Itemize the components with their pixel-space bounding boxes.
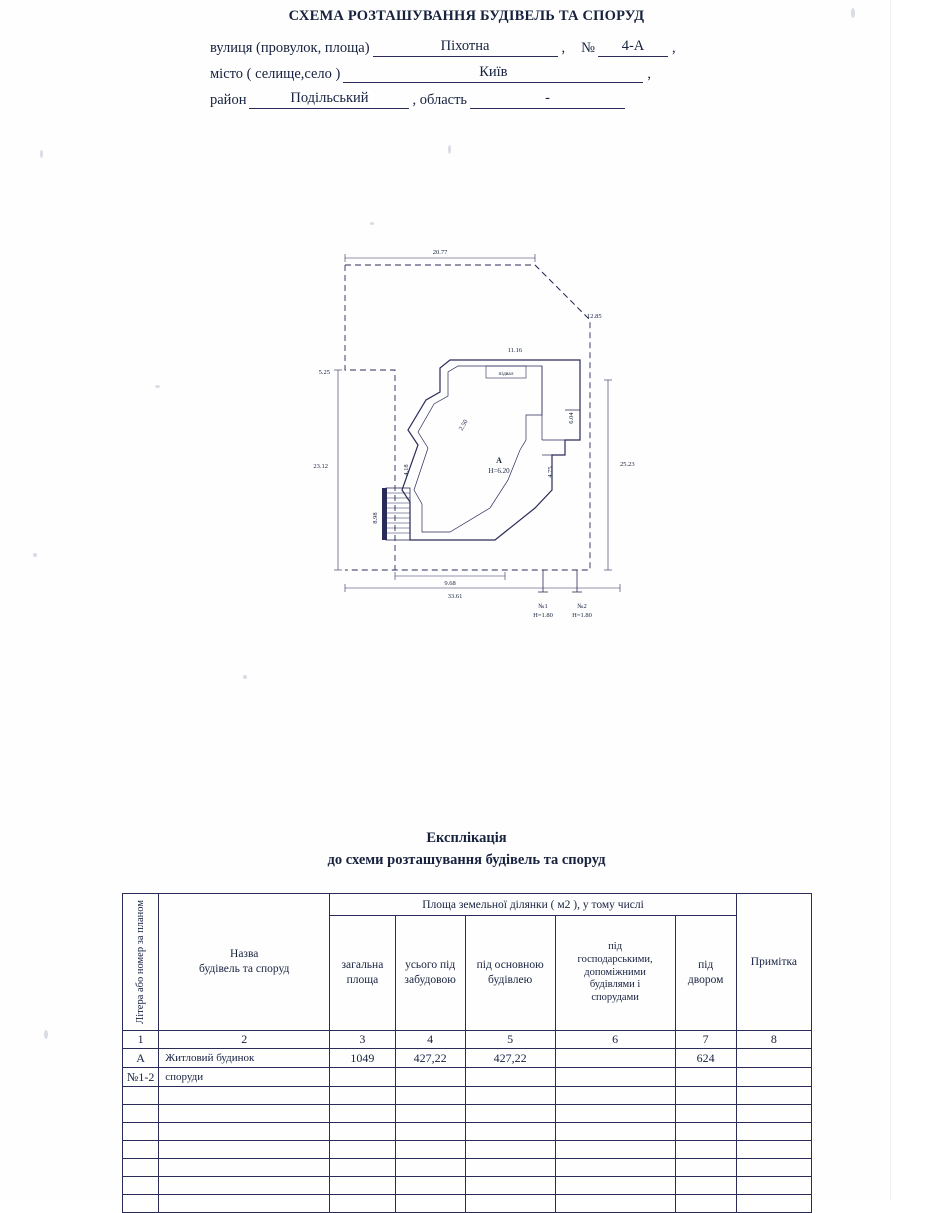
cell-built-area	[395, 1105, 465, 1123]
cell-name	[159, 1159, 330, 1177]
structure-1-height: Н=1.80	[533, 612, 553, 619]
header-col1	[123, 894, 159, 1031]
region-value[interactable]: -	[470, 90, 625, 109]
cell-main-building-area: 427,22	[465, 1049, 555, 1068]
exposition-title-2: до схеми розташування будівель та споруд	[327, 851, 606, 868]
dim-right-upper: 12.85	[587, 313, 602, 320]
cell-letter	[123, 1141, 159, 1159]
header-col6-line4: будівлями і	[589, 979, 641, 991]
header-col5-line1: під основною	[476, 959, 544, 972]
cell-total-area	[330, 1087, 396, 1105]
cell-letter: №1-2	[123, 1068, 159, 1087]
header-col2-line2: будівель та споруд	[198, 963, 290, 975]
cell-yard-area	[675, 1068, 736, 1087]
cell-name	[159, 1141, 330, 1159]
header-group-area: Площа земельної ділянки ( м2 ), у тому числі	[330, 894, 737, 916]
cell-letter: А	[123, 1049, 159, 1068]
header-col3	[330, 916, 396, 1031]
cell-note	[736, 1195, 811, 1213]
cell-yard-area	[675, 1177, 736, 1195]
cell-aux-area	[555, 1068, 675, 1087]
numcell-1: 1	[123, 1031, 159, 1049]
cell-main-building-area	[465, 1087, 555, 1105]
header-col6	[555, 916, 675, 1031]
scan-speck	[448, 145, 451, 154]
cell-letter	[123, 1177, 159, 1195]
region-label: , область	[412, 92, 468, 108]
address-row-city	[210, 64, 770, 83]
numcell-2: 2	[159, 1031, 330, 1049]
exposition-table-wrap	[122, 893, 812, 1213]
cell-built-area	[395, 1087, 465, 1105]
cell-yard-area	[675, 1195, 736, 1213]
table-header-group-row	[123, 894, 812, 916]
building-letter: А	[496, 456, 502, 465]
numcell-8: 8	[736, 1031, 811, 1049]
cell-yard-area	[675, 1105, 736, 1123]
cell-note	[736, 1105, 811, 1123]
city-value[interactable]: Київ	[343, 64, 643, 83]
cell-built-area	[395, 1159, 465, 1177]
header-col1-label: Літера або номер за планом	[135, 900, 147, 1024]
cell-note	[736, 1087, 811, 1105]
cell-built-area	[395, 1195, 465, 1213]
header-col8: Примітка	[736, 894, 811, 1031]
scan-speck	[370, 222, 374, 225]
dim-top: 20.77	[432, 249, 448, 256]
number-comma: ,	[672, 40, 676, 56]
header-col7-line2: двором	[687, 974, 724, 986]
table-row[interactable]	[123, 1195, 812, 1213]
cell-aux-area	[555, 1177, 675, 1195]
cell-letter	[123, 1087, 159, 1105]
cell-aux-area	[555, 1123, 675, 1141]
cell-name	[159, 1177, 330, 1195]
number-value[interactable]: 4-А	[598, 38, 668, 57]
exposition-heading	[0, 828, 933, 872]
district-label: район	[210, 92, 247, 108]
dim-bottom-total: 33.61	[447, 593, 463, 600]
table-row[interactable]	[123, 1068, 812, 1087]
cell-main-building-area	[465, 1141, 555, 1159]
cell-note	[736, 1068, 811, 1087]
cell-yard-area	[675, 1159, 736, 1177]
scan-edge	[890, 0, 933, 1200]
structure-2-height: Н=1.80	[572, 612, 592, 619]
address-row-street	[210, 38, 770, 57]
header-col7	[675, 916, 736, 1031]
header-col6-line2: господарськими,	[577, 953, 653, 965]
cell-note	[736, 1159, 811, 1177]
cell-letter	[123, 1105, 159, 1123]
page-title: СХЕМА РОЗТАШУВАННЯ БУДІВЕЛЬ ТА СПОРУД	[288, 8, 645, 24]
cell-aux-area	[555, 1049, 675, 1068]
exposition-table	[122, 893, 812, 1213]
table-row[interactable]	[123, 1159, 812, 1177]
cell-total-area	[330, 1123, 396, 1141]
cell-aux-area	[555, 1195, 675, 1213]
header-col3-line2: площа	[346, 974, 379, 986]
cell-name	[159, 1195, 330, 1213]
address-block	[210, 38, 770, 116]
street-label: вулиця (провулок, площа)	[210, 40, 370, 56]
header-col2-line1: Назва	[230, 948, 259, 961]
cell-total-area	[330, 1141, 396, 1159]
cell-main-building-area	[465, 1159, 555, 1177]
cell-note	[736, 1141, 811, 1159]
cell-note	[736, 1177, 811, 1195]
table-row[interactable]	[123, 1177, 812, 1195]
cell-name	[159, 1087, 330, 1105]
cell-name	[159, 1123, 330, 1141]
numcell-7: 7	[675, 1031, 736, 1049]
dim-right-lower: 25.23	[620, 461, 635, 468]
table-row[interactable]	[123, 1141, 812, 1159]
dim-left-upper: 5.25	[318, 369, 330, 376]
cell-yard-area	[675, 1087, 736, 1105]
cell-aux-area	[555, 1105, 675, 1123]
dim-stairs: 8.98	[372, 512, 379, 524]
scan-speck	[155, 385, 160, 388]
number-label: №	[581, 40, 595, 56]
address-row-district	[210, 90, 770, 109]
cell-letter	[123, 1123, 159, 1141]
header-col6-line3: допоміжними	[584, 966, 646, 978]
structure-1-label: №1	[538, 603, 548, 610]
cell-yard-area: 624	[675, 1049, 736, 1068]
numcell-5: 5	[465, 1031, 555, 1049]
cell-yard-area	[675, 1141, 736, 1159]
header-col5	[465, 916, 555, 1031]
table-row[interactable]	[123, 1049, 812, 1068]
city-label: місто ( селище,село )	[210, 66, 341, 82]
table-row[interactable]	[123, 1087, 812, 1105]
header-col2	[159, 894, 330, 1031]
cell-yard-area	[675, 1123, 736, 1141]
cell-total-area	[330, 1195, 396, 1213]
header-col6-line1: під	[608, 941, 623, 952]
cell-main-building-area	[465, 1195, 555, 1213]
cell-note	[736, 1123, 811, 1141]
cell-main-building-area	[465, 1105, 555, 1123]
cell-name	[159, 1105, 330, 1123]
dim-inner-right: 6.04	[568, 412, 575, 424]
cell-built-area	[395, 1068, 465, 1087]
scan-speck	[243, 675, 247, 679]
cell-main-building-area	[465, 1123, 555, 1141]
header-col4-line2: забудовою	[404, 974, 456, 986]
cell-total-area	[330, 1105, 396, 1123]
cell-built-area	[395, 1177, 465, 1195]
scan-speck	[40, 150, 43, 158]
street-value[interactable]: Піхотна	[373, 38, 558, 57]
scan-speck	[33, 553, 37, 557]
numcell-3: 3	[330, 1031, 396, 1049]
dim-inner-mid-right: 4.75	[547, 466, 554, 478]
cell-name: споруди	[159, 1068, 330, 1087]
city-comma: ,	[647, 66, 651, 82]
structure-2-label: №2	[577, 603, 587, 610]
cell-letter	[123, 1195, 159, 1213]
site-plan-drawing	[290, 240, 670, 640]
cell-built-area	[395, 1141, 465, 1159]
dim-inner-left: 4.18	[403, 464, 410, 476]
header-col5-line2: будівлею	[488, 974, 533, 986]
district-value[interactable]: Подільський	[249, 90, 409, 109]
cell-main-building-area	[465, 1177, 555, 1195]
header-col6-line5: спорудами	[591, 992, 639, 1004]
table-row[interactable]	[123, 1123, 812, 1141]
numcell-4: 4	[395, 1031, 465, 1049]
cell-aux-area	[555, 1087, 675, 1105]
cell-name: Житловий будинок	[159, 1049, 330, 1068]
scan-speck	[44, 1030, 48, 1039]
table-number-row	[123, 1031, 812, 1049]
cell-total-area	[330, 1068, 396, 1087]
basement-label: підвал	[498, 371, 514, 377]
exposition-title-1: Експлікація	[426, 830, 507, 846]
cell-built-area	[395, 1123, 465, 1141]
cell-total-area: 1049	[330, 1049, 396, 1068]
header-col4	[395, 916, 465, 1031]
cell-built-area: 427,22	[395, 1049, 465, 1068]
cell-total-area	[330, 1177, 396, 1195]
dim-left-tall: 23.12	[313, 463, 328, 470]
street-comma: ,	[561, 40, 566, 56]
cell-letter	[123, 1159, 159, 1177]
cell-aux-area	[555, 1159, 675, 1177]
cell-note	[736, 1049, 811, 1068]
cell-aux-area	[555, 1141, 675, 1159]
dim-inner-diag: 2.50	[457, 418, 470, 432]
dim-inner-top: 11.16	[507, 347, 523, 354]
header-col7-line1: під	[698, 959, 714, 972]
numcell-6: 6	[555, 1031, 675, 1049]
header-col4-line1: усього під	[405, 959, 456, 972]
building-height: Н=6.20	[488, 467, 510, 475]
cell-total-area	[330, 1159, 396, 1177]
table-row[interactable]	[123, 1105, 812, 1123]
cell-main-building-area	[465, 1068, 555, 1087]
dim-bottom-inner: 9.68	[444, 580, 456, 587]
header-col3-line1: загальна	[341, 959, 384, 972]
